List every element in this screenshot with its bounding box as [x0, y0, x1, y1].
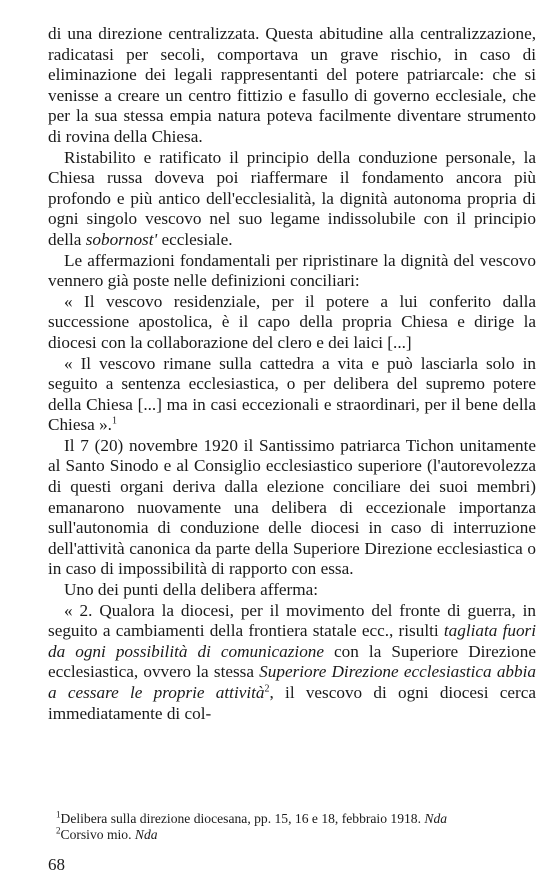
italic-term: sobornost' [85, 229, 158, 249]
footnote [48, 811, 536, 827]
footnote-tag: Nda [424, 811, 448, 826]
footnote-mark: 2 [56, 825, 61, 836]
body-text [48, 24, 536, 724]
quotation [48, 601, 536, 725]
text-run: « 2. Qualora la diocesi, per il movimento del fronte di guerra, in seguito a cambiamenti della frontiera statale ecc., risulti [48, 600, 536, 641]
text-run: « Il vescovo rimane sulla cattedra a vita e può lasciarla solo in seguito a sentenza ecclesiastica, o per delibera del supremo potere della Chiesa [...] ma in casi eccezionali e straordinari, per il bene della Chiesa ». [48, 353, 536, 435]
footnote-text: Corsivo mio. [60, 827, 135, 842]
page-number: 68 [48, 855, 65, 874]
italic-phrase: Superiore Direzione ecclesiastica abbia a cessare le proprie attività [48, 662, 536, 702]
text-run: ecclesiale. [157, 229, 233, 249]
text-run: , il vescovo di ogni diocesi cerca immediatamente di col- [48, 683, 536, 723]
text-run: con la Superiore Direzione ecclesiastica, ovvero la stessa [48, 641, 536, 682]
footnotes [48, 811, 536, 843]
quotation [48, 354, 536, 436]
paragraph: di una direzione centralizzata. Questa abitudine alla centralizzazione, radicatasi per secoli, comportava un grave rischio, in caso di eliminazione dei legali rappresentanti del potere patriarcale: che si venisse a creare un centro fittizio e fasullo di governo ecclesiale, che per la sua stessa empia natura poteva facilmente diventare strumento di rovina della Chiesa. [48, 24, 536, 146]
footnote-mark: 1 [56, 809, 61, 820]
footnote [48, 827, 536, 843]
paragraph: Le affermazioni fondamentali per ripristinare la dignità del vescovo vennero già poste nelle definizioni conciliari: [48, 250, 536, 291]
footnote-text: Delibera sulla direzione diocesana, pp. 15, 16 e 18, febbraio 1918. [60, 811, 425, 826]
italic-phrase: tagliata fuori da ogni possibilità di comunicazione [48, 621, 536, 661]
footnote-ref: 1 [111, 415, 117, 427]
paragraph: Uno dei punti della delibera afferma: [64, 580, 319, 600]
paragraph [48, 148, 536, 251]
footnote-ref: 2 [264, 683, 270, 695]
footnote-tag: Nda [134, 827, 158, 842]
quotation: « Il vescovo residenziale, per il potere a lui conferito dalla successione apostolica, è il capo della propria Chiesa e dirige la diocesi con la collaborazione del clero e dei laici [...] [48, 291, 536, 352]
paragraph: Il 7 (20) novembre 1920 il Santissimo patriarca Tichon unitamente al Santo Sinodo e al Consiglio ecclesiastico superiore (l'autorevolezza di questi organi deriva dalla elezione conciliare dei suoi membri) emanarono nuovamente una delibera di eccezionale importanza sull'autonomia di conduzione delle diocesi in caso di interruzione dell'attività canonica da parte della Superiore Direzione ecclesiastica o in caso di impossibilità di rapporto con essa. [48, 435, 536, 579]
text-run: Ristabilito e ratificato il principio della conduzione personale, la Chiesa russa doveva poi riaffermare il fondamento ancora più profondo e più antico dell'ecclesialità, la dignità autonoma propria di ogni singolo vescovo nel suo legame indissolubile con il principio della [48, 147, 536, 249]
